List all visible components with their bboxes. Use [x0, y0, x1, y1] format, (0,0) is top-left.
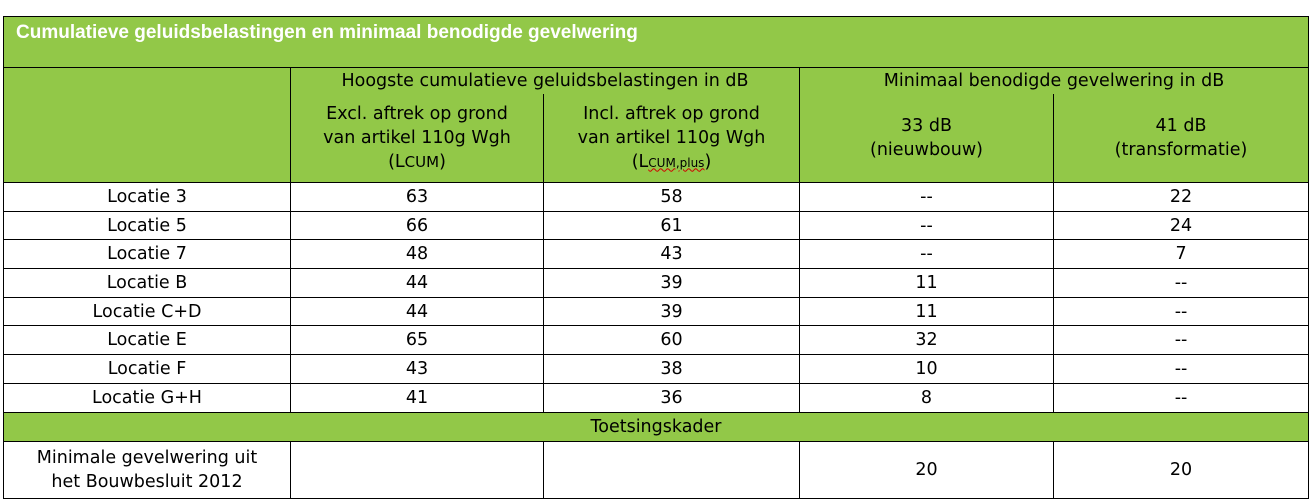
- cell-nieuwbouw: 11: [800, 269, 1054, 298]
- cell-lcum-plus: 39: [544, 269, 800, 298]
- noise-load-table: [3, 16, 1309, 499]
- cell-nieuwbouw: 32: [800, 326, 1054, 355]
- cell-transformatie: 24: [1054, 211, 1309, 240]
- subheader-incl-symbol: (LCUM,plus): [631, 151, 712, 172]
- row-location: Locatie G+H: [4, 383, 291, 412]
- cell-transformatie: 7: [1054, 240, 1309, 269]
- cell-nieuwbouw: 10: [800, 355, 1054, 384]
- table-title: Cumulatieve geluidsbelastingen en minimaal benodigde gevelwering: [4, 17, 1309, 68]
- subheader-excl-line2: van artikel 110g Wgh: [323, 128, 511, 148]
- subheader-nieuwbouw-line2: (nieuwbouw): [870, 140, 983, 160]
- subheader-incl-line1: Incl. aftrek op grond: [583, 103, 760, 124]
- table-row: [4, 269, 1309, 298]
- subheader-incl-line2: van artikel 110g Wgh: [577, 127, 766, 148]
- cell-lcum-plus: 39: [544, 297, 800, 326]
- table-row: [4, 383, 1309, 412]
- bouwbesluit-label-line2: het Bouwbesluit 2012: [51, 471, 243, 492]
- row-location: Locatie C+D: [4, 297, 291, 326]
- cell-lcum: 63: [291, 183, 544, 212]
- row-location: Locatie E: [4, 326, 291, 355]
- cell-nieuwbouw: 11: [800, 297, 1054, 326]
- cell-transformatie: --: [1054, 383, 1309, 412]
- table-row: [4, 297, 1309, 326]
- subheader-excl-symbol: (LCUM): [388, 152, 446, 172]
- table-row: [4, 183, 1309, 212]
- cell-lcum-plus: 36: [544, 383, 800, 412]
- corner-header-cell: [4, 68, 291, 183]
- subheader-transformatie-line2: (transformatie): [1114, 140, 1248, 160]
- subheader-transformatie: [1054, 94, 1309, 183]
- table-row: [4, 240, 1309, 269]
- cell-lcum: 65: [291, 326, 544, 355]
- cell-nieuwbouw: 8: [800, 383, 1054, 412]
- row-location: Locatie 5: [4, 211, 291, 240]
- cell-nieuwbouw: --: [800, 211, 1054, 240]
- cell-transformatie: --: [1054, 269, 1309, 298]
- cell-lcum-plus: 61: [544, 211, 800, 240]
- cell-lcum-plus: 58: [544, 183, 800, 212]
- subheader-incl: [544, 94, 800, 183]
- bouwbesluit-label-line1: Minimale gevelwering uit: [36, 447, 258, 468]
- table-row-bouwbesluit: [4, 441, 1309, 498]
- cell-transformatie: --: [1054, 297, 1309, 326]
- cell-lcum-plus: 60: [544, 326, 800, 355]
- cell-lcum-plus: 38: [544, 355, 800, 384]
- table-row: [4, 326, 1309, 355]
- cell-lcum: [291, 441, 544, 498]
- table-row: [4, 211, 1309, 240]
- group-header-cumulative: Hoogste cumulatieve geluidsbelastingen in dB: [291, 68, 800, 95]
- subheader-nieuwbouw: [800, 94, 1054, 183]
- cell-nieuwbouw: 20: [800, 441, 1054, 498]
- cell-lcum-plus: 43: [544, 240, 800, 269]
- subheader-transformatie-line1: 41 dB: [1155, 116, 1207, 136]
- cell-nieuwbouw: --: [800, 240, 1054, 269]
- cell-lcum-plus: [544, 441, 800, 498]
- subheader-excl-line1: Excl. aftrek op grond: [326, 104, 508, 124]
- cell-transformatie: 20: [1054, 441, 1309, 498]
- cell-lcum: 44: [291, 297, 544, 326]
- row-location: Locatie F: [4, 355, 291, 384]
- group-header-facade-insulation: Minimaal benodigde gevelwering in dB: [800, 68, 1309, 95]
- cell-nieuwbouw: --: [800, 183, 1054, 212]
- cell-transformatie: --: [1054, 355, 1309, 384]
- cell-transformatie: 22: [1054, 183, 1309, 212]
- cell-lcum: 41: [291, 383, 544, 412]
- subheader-nieuwbouw-line1: 33 dB: [901, 116, 952, 136]
- cell-lcum: 48: [291, 240, 544, 269]
- cell-lcum: 43: [291, 355, 544, 384]
- section-toetsingskader: Toetsingskader: [4, 412, 1309, 441]
- row-location: Locatie B: [4, 269, 291, 298]
- cell-lcum: 44: [291, 269, 544, 298]
- table-row: [4, 355, 1309, 384]
- row-location: Locatie 3: [4, 183, 291, 212]
- bouwbesluit-label: [4, 441, 291, 498]
- cell-lcum: 66: [291, 211, 544, 240]
- cell-transformatie: --: [1054, 326, 1309, 355]
- row-location: Locatie 7: [4, 240, 291, 269]
- subheader-excl: [291, 94, 544, 183]
